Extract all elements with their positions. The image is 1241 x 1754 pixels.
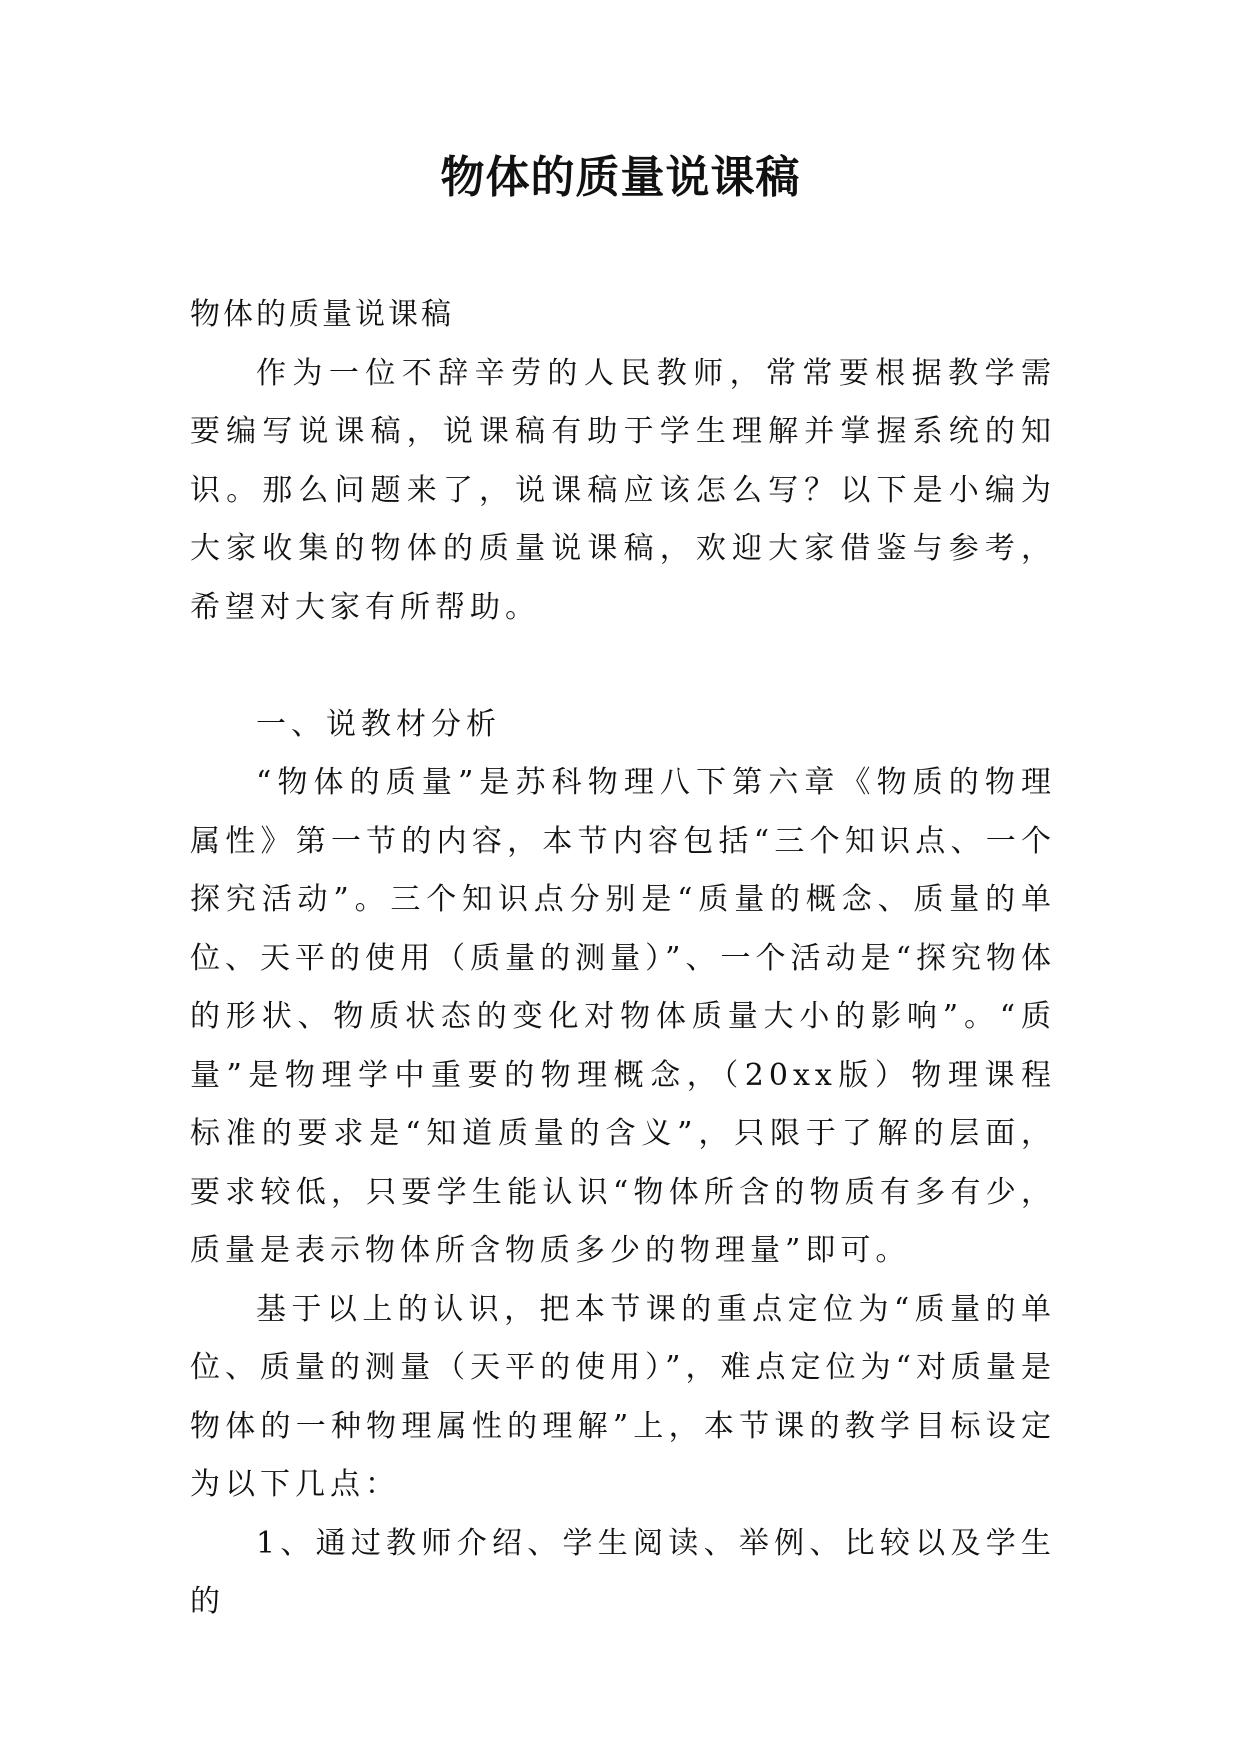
objective-item-1: 1、通过教师介绍、学生阅读、举例、比较以及学生的: [190, 1525, 1056, 1619]
intro-paragraph: 作为一位不辞辛劳的人民教师，常常要根据教学需要编写说课稿，说课稿有助于学生理解并掌握系统的知识。那么问题来了，说课稿应该怎么写？以下是小编为大家收集的物体的质量说课稿，欢迎大家借鉴与参考，希望对大家有所帮助。: [190, 355, 1056, 625]
document-title: 物体的质量说课稿: [440, 152, 801, 203]
textbook-analysis-paragraph: “物体的质量”是苏科物理八下第六章《物质的物理属性》第一节的内容，本节内容包括“三个知识点、一个探究活动”。三个知识点分别是“质量的概念、质量的单位、天平的使用（质量的测量）”、一个活动是“探究物体的形状、物质状态的变化对物体质量大小的影响”。“质量”是物理学中重要的物理概念，（20xx版）物理课程标准的要求是“知道质量的含义”，只限于了解的层面，要求较低，只要学生能认识“物体所含的物质有多有少，质量是表示物体所含物质多少的物理量”即可。: [190, 765, 1056, 1268]
subtitle-paragraph: 物体的质量说课稿: [190, 297, 454, 332]
section-heading: 一、说教材分析: [256, 706, 501, 742]
document-body: [190, 286, 1056, 1632]
paragraph-spacer: [190, 637, 1056, 696]
key-points-paragraph: 基于以上的认识，把本节课的重点定位为“质量的单位、质量的测量（天平的使用）”，难点定位为“对质量是物体的一种物理属性的理解”上，本节课的教学目标设定为以下几点：: [190, 1291, 1056, 1502]
